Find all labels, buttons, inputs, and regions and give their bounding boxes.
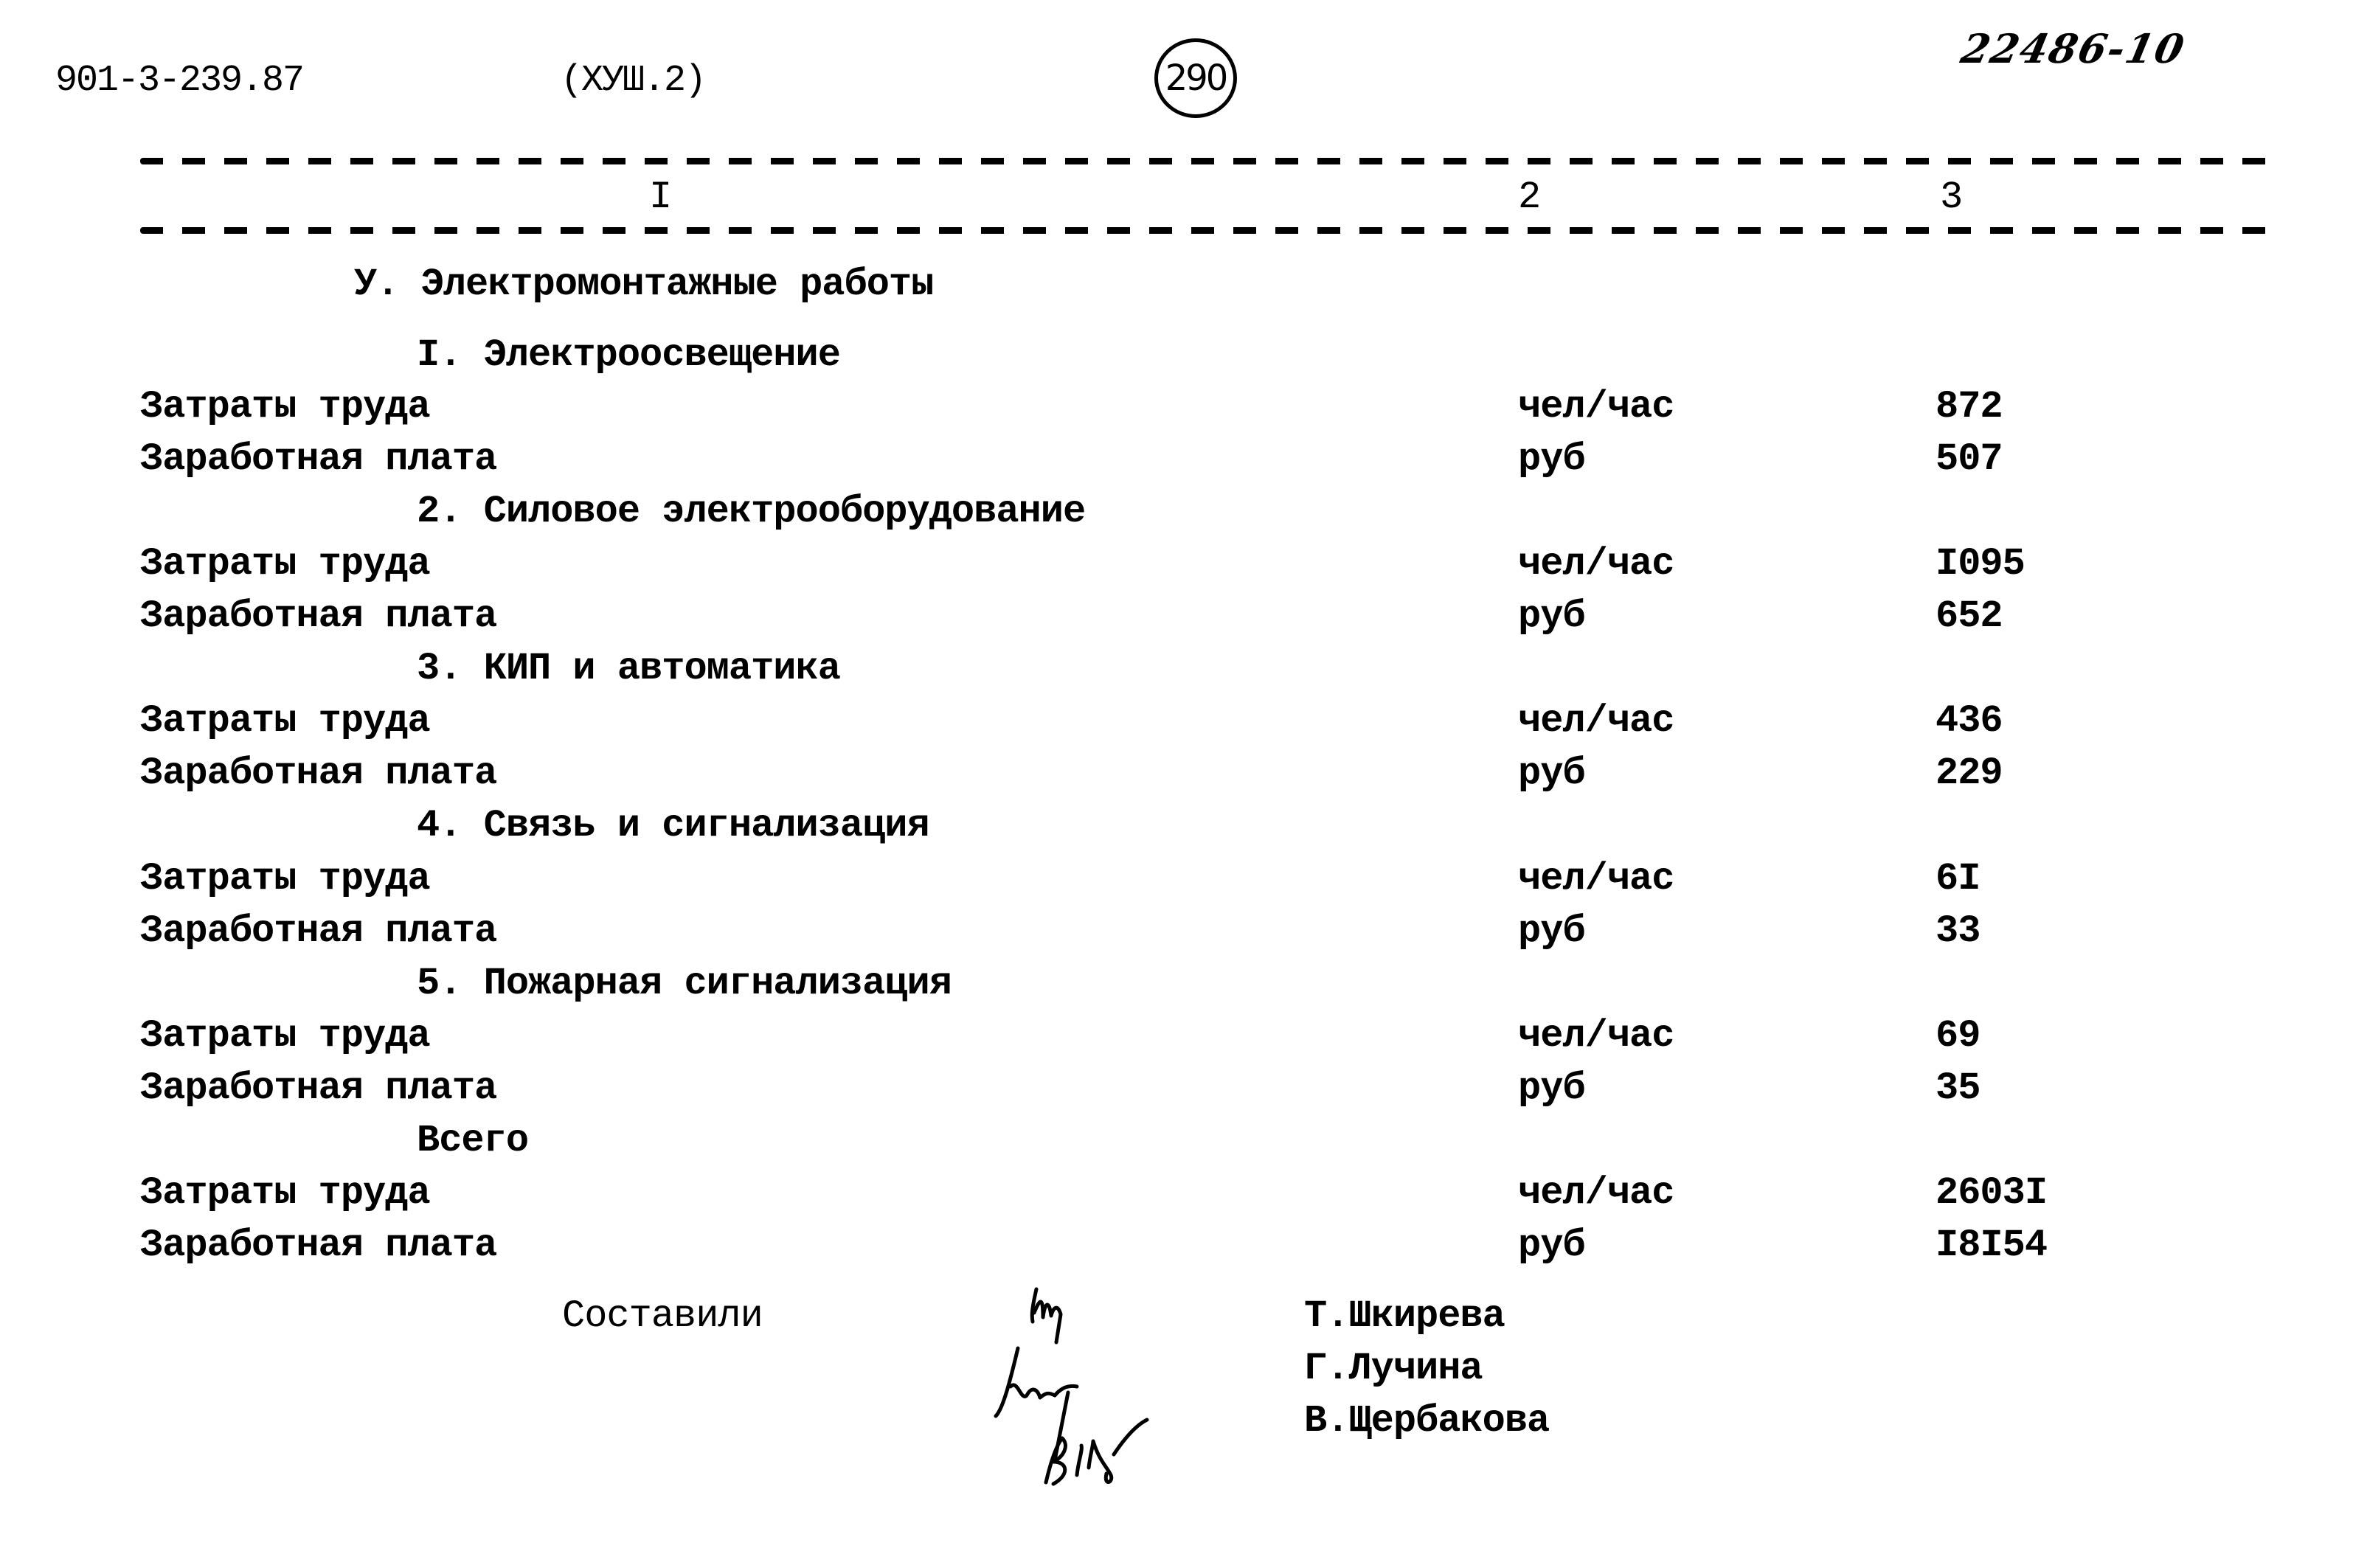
row-value: 35 <box>1936 1066 1981 1110</box>
document-code: 901-3-239.87 <box>55 60 304 102</box>
column-header-3: 3 <box>1940 176 1963 219</box>
column-header-2: 2 <box>1518 176 1541 219</box>
row-unit: руб <box>1518 752 1585 795</box>
handwritten-reference-number: 22486-10 <box>1957 25 2190 72</box>
row-value: 33 <box>1936 909 1981 953</box>
row-unit: руб <box>1518 1066 1585 1110</box>
subsection-heading: 4. Связь и сигнализация <box>417 804 929 847</box>
row-unit: руб <box>1518 909 1585 953</box>
subsection-heading: 5. Пожарная сигнализация <box>417 962 952 1005</box>
subsection-heading: I. Электроосвещение <box>417 333 840 377</box>
row-value: 6I <box>1936 857 1981 901</box>
row-unit: чел/час <box>1518 699 1674 743</box>
compiler-name: Т.Шкирева <box>1304 1294 1505 1338</box>
row-label: Заработная плата <box>140 909 497 953</box>
row-label: Затраты труда <box>140 385 430 429</box>
row-label: Заработная плата <box>140 1066 497 1110</box>
row-value: I095 <box>1936 542 2025 586</box>
row-value: 2603I <box>1936 1171 2048 1215</box>
row-label: Затраты труда <box>140 1171 430 1215</box>
row-label: Затраты труда <box>140 857 430 901</box>
row-label: Заработная плата <box>140 437 497 481</box>
row-value: 436 <box>1936 699 2003 743</box>
signatures-icon <box>966 1269 1247 1505</box>
dashed-rule-top <box>140 158 2279 164</box>
row-label: Затраты труда <box>140 699 430 743</box>
page-number: 290 <box>1165 58 1227 99</box>
row-label: Затраты труда <box>140 1014 430 1058</box>
row-label: Заработная плата <box>140 1224 497 1267</box>
row-unit: руб <box>1518 437 1585 481</box>
subsection-heading: 3. КИП и автоматика <box>417 647 840 690</box>
row-value: 652 <box>1936 594 2003 638</box>
column-header-1: I <box>649 176 672 219</box>
dashed-rule-bottom <box>140 227 2279 234</box>
section-code: (ХУШ.2) <box>561 60 706 102</box>
row-unit: чел/час <box>1518 1171 1674 1215</box>
compiler-name: В.Щербакова <box>1304 1399 1550 1443</box>
row-unit: чел/час <box>1518 1014 1674 1058</box>
row-value: I8I54 <box>1936 1224 2048 1267</box>
section-title: У. Электромонтажные работы <box>354 263 934 306</box>
compiled-by-label: Составили <box>562 1294 763 1338</box>
row-label: Затраты труда <box>140 542 430 586</box>
row-value: 69 <box>1936 1014 1981 1058</box>
totals-heading: Всего <box>417 1119 529 1162</box>
row-value: 872 <box>1936 385 2003 429</box>
page-number-stamp <box>1154 38 1237 118</box>
subsection-heading: 2. Силовое электрооборудование <box>417 490 1086 533</box>
row-label: Заработная плата <box>140 752 497 795</box>
row-unit: чел/час <box>1518 542 1674 586</box>
row-unit: чел/час <box>1518 385 1674 429</box>
row-value: 507 <box>1936 437 2003 481</box>
row-value: 229 <box>1936 752 2003 795</box>
row-label: Заработная плата <box>140 594 497 638</box>
compiler-name: Г.Лучина <box>1304 1347 1483 1390</box>
row-unit: руб <box>1518 594 1585 638</box>
row-unit: руб <box>1518 1224 1585 1267</box>
row-unit: чел/час <box>1518 857 1674 901</box>
